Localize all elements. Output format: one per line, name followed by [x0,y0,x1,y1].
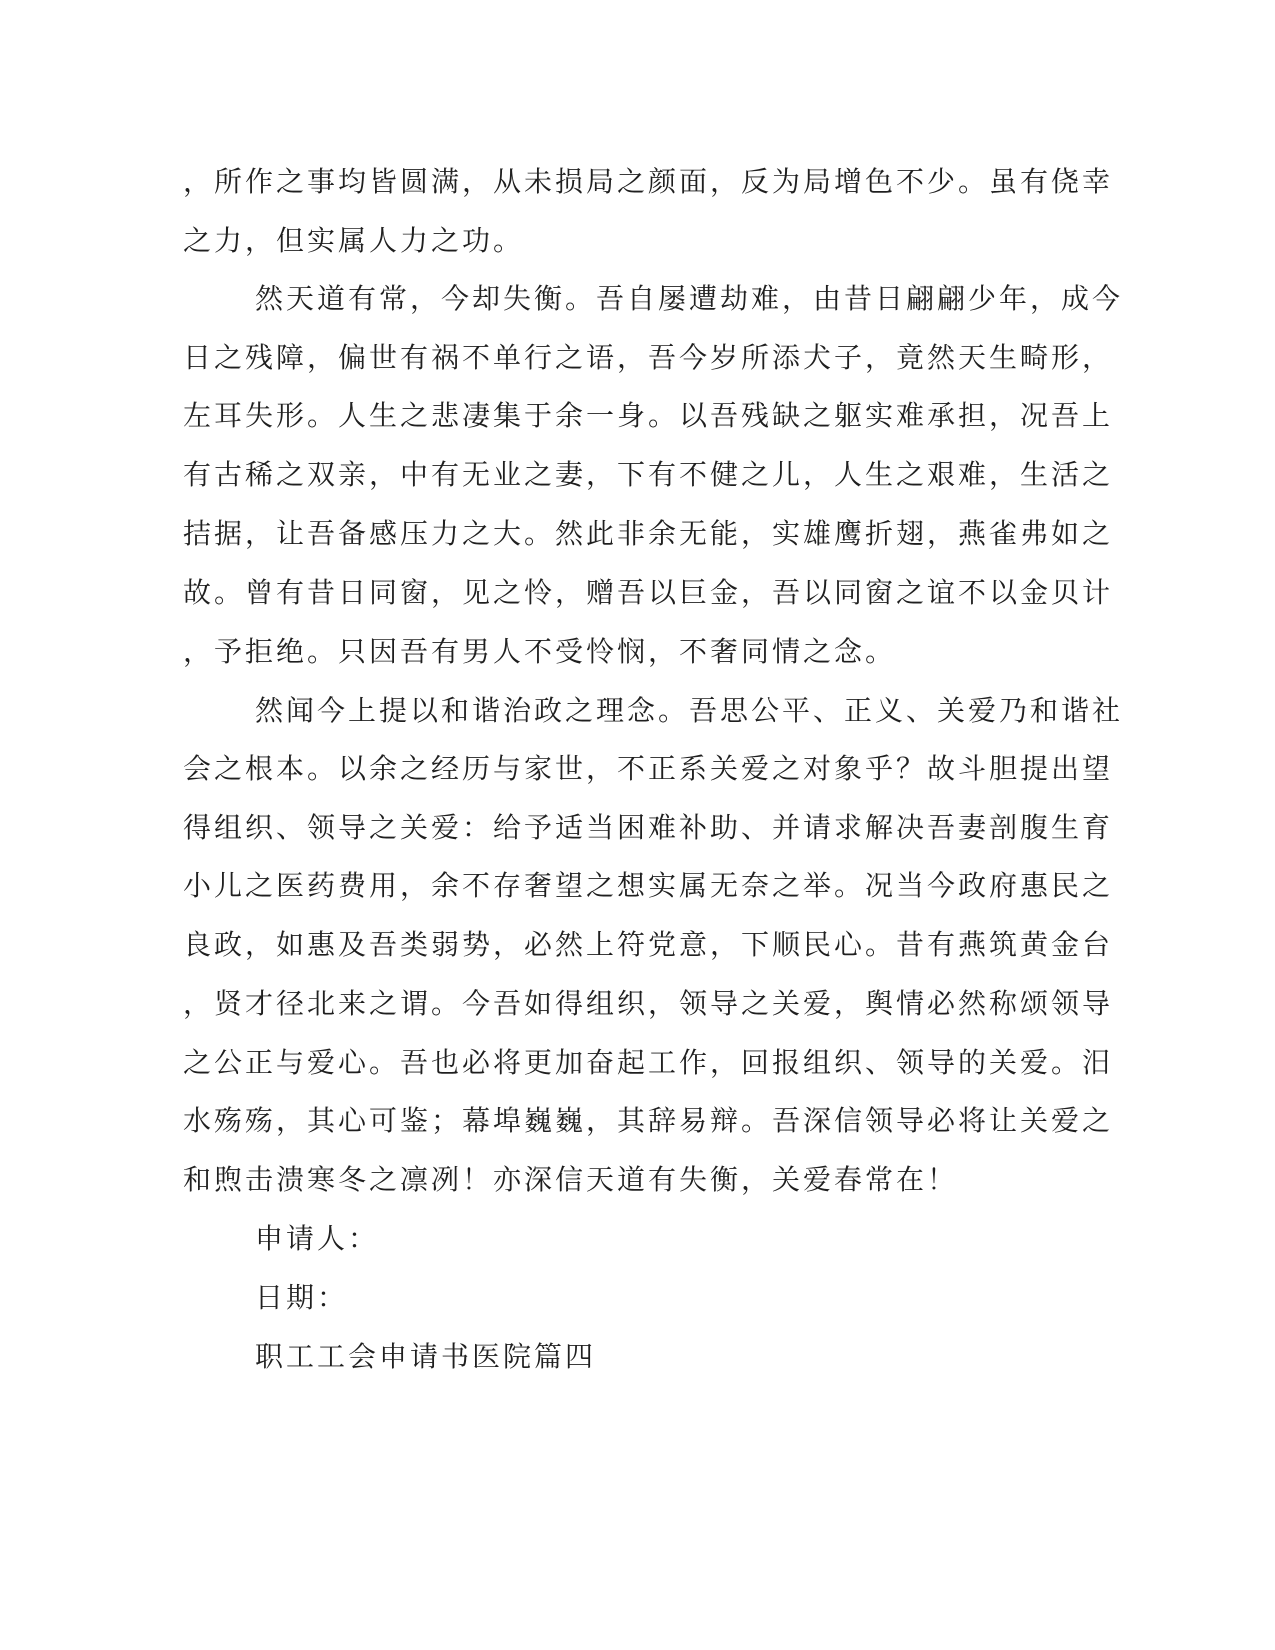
text-line: 日之残障，偏世有祸不单行之语，吾今岁所添犬子，竟然天生畸形， [183,341,1114,374]
section-heading: 职工工会申请书医院篇四 [255,1340,597,1373]
applicant-label: 申请人： [255,1222,380,1255]
paragraph-first-line: 然闻今上提以和谐治政之理念。吾思公平、正义、关爱乃和谐社 [255,694,1124,727]
text-line: 会之根本。以余之经历与家世，不正系关爱之对象乎？故斗胆提出望 [183,752,1114,785]
text-line: ，所作之事均皆圆满，从未损局之颜面，反为局增色不少。虽有侥幸 [183,165,1114,198]
text-line: ，贤才径北来之谓。今吾如得组织，领导之关爱，舆情必然称颂领导 [183,987,1114,1020]
date-label: 日期： [255,1281,349,1314]
text-line: 有古稀之双亲，中有无业之妻，下有不健之儿，人生之艰难，生活之 [183,458,1114,491]
text-line: 故。曾有昔日同窗，见之怜，赠吾以巨金，吾以同窗之谊不以金贝计 [183,576,1114,609]
text-line: 小儿之医药费用，余不存奢望之想实属无奈之举。况当今政府惠民之 [183,869,1114,902]
text-line: 良政，如惠及吾类弱势，必然上符党意，下顺民心。昔有燕筑黄金台 [183,928,1114,961]
text-line: 左耳失形。人生之悲凄集于余一身。以吾残缺之躯实难承担，况吾上 [183,399,1114,432]
text-line: 之公正与爱心。吾也必将更加奋起工作，回报组织、领导的关爱。汨 [183,1046,1114,1079]
text-line: ，予拒绝。只因吾有男人不受怜悯，不奢同情之念。 [183,635,897,668]
text-line: 之力，但实属人力之功。 [183,224,525,257]
text-line: 水殇殇，其心可鉴；幕埠巍巍，其辞易辩。吾深信领导必将让关爱之 [183,1104,1114,1137]
paragraph-first-line: 然天道有常，今却失衡。吾自屡遭劫难，由昔日翩翩少年，成今 [255,282,1124,315]
text-line: 得组织、领导之关爱：给予适当困难补助、并请求解决吾妻剖腹生育 [183,811,1114,844]
text-line: 和煦击溃寒冬之凛冽！亦深信天道有失衡，关爱春常在！ [183,1163,959,1196]
text-line: 拮据，让吾备感压力之大。然此非余无能，实雄鹰折翅，燕雀弗如之 [183,517,1114,550]
